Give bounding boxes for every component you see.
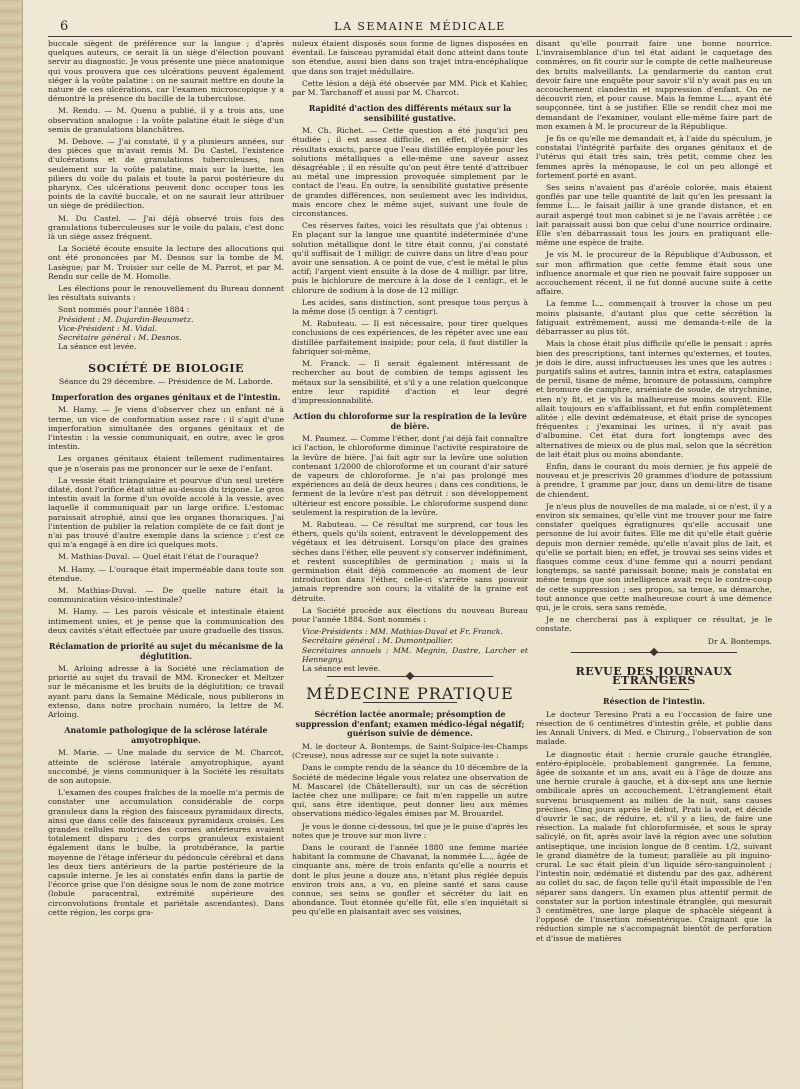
paragraph: La Société procède aux élections du nouveau Bureau pour l'année 1884. Sont nommés : (292, 605, 528, 624)
paragraph: M. Rabuteau. — Il est nécessaire, pour tirer quelques conclusions de ces expériences, de les répéter avec une eau distillée parfaitement insipide; pour cela, il faut distiller la fabriquer soi-même. (292, 319, 528, 356)
section-divider (619, 689, 690, 690)
divider-ornament (650, 648, 658, 656)
subsection-title: Imperforation des organes génitaux et de l'intestin. (51, 392, 281, 402)
paragraph: Cette lésion a déjà été observée par MM. Pick et Kahler, par M. Tarchanoff et aussi par M. Charcot. (292, 78, 528, 98)
subsection-title: Rapidité d'action des différents métaux sur la sensibilité gustative. (308, 104, 512, 123)
election-line: La séance est levée. (58, 342, 137, 352)
journal-title: LA SEMAINE MÉDICALE (334, 20, 506, 33)
election-line: Secrétaire général : M. Desnos. (58, 333, 182, 343)
paragraph: Le diagnostic était : hernie crurale gauche étranglée, entéro-épiplocèle, probablement gangrenée. La femme, âgée de soixante et un ans, avait eu à l'âge de douze ans une hernie crurale à gauche, et à dix-sept ans une hernie ombilicale après un accouchement. L'étranglement était survenu brusquement au milieu de la nuit, sans causes précises. Cinq jours après le début, Prati la voit, et décide d'ouvrir le sac, de réduire, et, s'il y a lieu, de faire une résection. La malade fut chloroformisée, et sous le spray salicylé, on fit, après avoir lavé la région avec une solution antiseptique, une incision longue de 8 centim. 1/2, suivant le grand diamètre de la tumeur, parallèle au pli inguino-crural. Le sac était plein d'un liquide séro-sanguinolent ; l'intestin noir, œdématié et distendu par des gaz, adhérent au collet du sac, de façon telle qu'il était impossible de l'en séparer sans dangers. Un examen plus attentif permit de constater sur la portion intestinale étranglée, qui mesurait 3 centimètres, une large plaque de sphacèle siégeant à l'opposé de l'insertion mésentérique. Craignant que la réduction simple ne s'accompagnât bientôt de perforation et d'issue de matières (536, 749, 772, 943)
paragraph: Ses seins n'avaient pas d'aréole colorée, mais étaient gonflés par une telle quantité de lait qu'en les pressant la femme L... le faisait jaillir à une grande distance, et en aurait aspergé tout mon cabinet si je ne l'avais arrêtée ; ce lait paraissait aussi bon que celui d'une nourrice ordinaire. Elle s'en débarrassait tous les jours en pratiquant elle-même une espèce de traite. (536, 183, 772, 248)
paragraph: La vessie était triangulaire et pourvue d'un seul uretère dilaté, dont l'orifice était situé au-dessus du trigone. Le gros intestin avait la forme d'un ovoïde accolé à la vessie, avec laquelle il communiquait par un large orifice. L'estomac paraissait atrophié, ainsi que les organes thoraciques. J'ai l'intention de publier la relation complète de ce fait dont je n'ai pas trouvé d'autre exemple dans la science ; c'est ce qui m'a engagé à en dire ici quelques mots. (48, 475, 284, 550)
election-results (58, 305, 284, 351)
paragraph: Je fis ce qu'elle me demandait et, à l'aide du spéculum, je constatai l'intégrité parfaite des organes génitaux et de l'utérus qui était très sain, très petit, comme chez les femmes après la ménopause, le col un peu allongé et fortement porté en avant. (536, 134, 772, 180)
election-line: Vice-Président : M. Vidal. (58, 323, 158, 333)
paragraph: La femme L... commençait à trouver la chose un peu moins plaisante, d'autant plus que cette sécrétion la fatiguait extrêmement, aussi me demanda-t-elle de la débarrasser au plus tôt. (536, 299, 772, 337)
divider-ornament (406, 672, 414, 680)
paragraph: Je ne chercherai pas à expliquer ce résultat, je le constate. (536, 615, 772, 634)
section-heading: MÉDECINE PRATIQUE (306, 684, 514, 704)
paragraph: Enfin, dans le courant du mois dernier, je fus appelé de nouveau et je prescrivis 20 grammes d'iodure de potassium à prendre, 1 gramme par jour, dans un demi-litre de tisane de chiendent. (536, 461, 772, 499)
election-line: Secrétaire général : M. Dumontpallier. (302, 636, 453, 646)
paragraph: Je n'eus plus de nouvelles de ma malade, si ce n'est, il y a environ six semaines, qu'elle vint me trouver pour me faire constater quelques égratignures qu'elle accusait une personne de lui avoir faites. Elle me dit qu'elle était guérie depuis mon dernier remède, qu'elle n'avait plus de lait, et qu'elle se portait bien; en effet, je trouvai ses seins vides et flasques comme ceux d'une femme qui a nourri pendant longtemps, sa santé paraissait bonne; mais je constatai en même temps que son intelligence avait reçu le contre-coup de cette suppression ; ses propos, sa tenue, sa démarche, tout annonce que cette malheureuse court à une démence qui, je le crois, sera sans remède. (536, 501, 772, 612)
page-header (48, 0, 792, 37)
election-line: Secrétaires annuels : MM. Megnin, Dastre, Larcher et Hennegny. (302, 645, 528, 664)
paragraph: Dans le courant de l'année 1880 une femme mariée habitant la commune de Chavanat, la nommée L..., âgée de cinquante ans, mère de trois enfants qu'elle a nourris et dont le plus jeune a douze ans, n'étant plus réglée depuis environ trois ans, a vu, en pleine santé et sans cause connue, ses seins se gonfler et sécréter du lait en abondance. Tout étonnée qu'elle fût, elle s'en inquiétait si peu qu'elle en plaisantait avec ses voisines, (292, 842, 528, 917)
section-divider (327, 676, 492, 679)
paragraph: M. Mathias-Duval. — Quel était l'état de l'ouraque? (58, 552, 259, 562)
paragraph: M. Arloing adresse à la Société une réclamation de priorité au sujet du travail de MM. Kronecker et Meltzer sur le mécanisme et les bruits de la déglutition; ce travail ayant paru dans la Semaine Médicale, nous publierons in extenso, dans notre prochain numéro, la lettre de M. Arloing. (48, 664, 284, 720)
subsection-title: Sécrétion lactée anormale; présomption de suppression d'enfant; examen médico-légal négatif; guérison suivie de démence. (295, 710, 525, 739)
election-line: Sont nommés pour l'année 1884 : (58, 305, 190, 315)
paragraph: Je vous le donne ci-dessous, tel que je le puise d'après les notes que je trouve sur mon livre : (292, 821, 528, 840)
author-signature: Dr A. Bontemps. (707, 636, 772, 646)
paragraph: Les élections pour le renouvellement du Bureau donnent les résultats suivants : (48, 284, 284, 303)
paragraph: Les acides, sans distinction, sont presque tous perçus à la même dose (5 centigr. à 7 centigr). (292, 297, 528, 317)
election-line: Vice-Présidents : MM. Mathias-Duval et Fr. Franck. (302, 627, 503, 637)
paragraph: M. Ch. Richet. — Cette question a été jusqu'ici peu étudiée ; il est assez difficile, en effet, d'obtenir des résultats exacts, parce que l'eau distillée employée pour les solutions métalliques a elle-même une saveur assez désagréable ; il en résulte qu'on peut être tenté d'attribuer au métal une impression provoquée simplement par le contact de l'eau. En outre, la sensibilité gustative présente de grandes différences, non seulement avec les individus, mais encore chez le même sujet, suivant une foule de circonstances. (292, 126, 528, 219)
paragraph: M. Franck. — Il serait également intéressant de rechercher au bout de combien de temps agissent les métaux sur la sensibilité, et s'il y a une relation quelconque entre leur rapidité d'action et leur degré d'impressionnabilité. (292, 359, 528, 405)
section-heading: SOCIÉTÉ DE BIOLOGIE (88, 361, 244, 375)
paragraph: disant qu'elle pourrait faire une bonne nourrice. L'invraisemblance d'un tel état aidant le caquetage des commères, on fit courir sur le compte de cette malheureuse des bruits malveillants. La gendarmerie du canton crut devoir faire une enquête pour savoir s'il n'y avait pas eu un accouchement clandestin et suppression d'enfant. On ne découvrit rien, et pour cause. Mais la femme L..., ayant été soupçonnée, tint à se justifier. Elle se rendit chez moi me demandant de l'examiner, voulant elle-même faire part de mon examen à M. le procureur de la République. (536, 39, 772, 131)
paragraph: nuleux étaient disposés sous forme de lignes disposées en éventail. Le faisceau pyramidal était donc atteint dans toute son étendue, aussi bien dans son trajet intra-encéphalique que dans son trajet médullaire. (292, 39, 528, 76)
section-divider (571, 652, 736, 655)
page-binding-edge (0, 0, 23, 1089)
section-heading: REVUE DES JOURNAUX ÉTRANGERS (575, 664, 733, 687)
paragraph: M. Du Castel. — J'ai déjà observé trois fois des granulations tuberculeuses sur le voile du palais, c'est donc là un siège assez fréquent. (48, 213, 284, 242)
election-results (302, 627, 528, 673)
paragraph: M. Hamy. — Je viens d'observer chez un enfant né à terme, un vice de conformation assez rare : il s'agit d'une imperforation simultanée des organes génitaux et de l'intestin : la vessie communiquait, en outre, avec le gros intestin. (48, 405, 284, 452)
subsection-title: Anatomie pathologique de la sclérose latérale amyotrophique. (64, 726, 268, 745)
paragraph: Le docteur Teresino Prati a eu l'occasion de faire une résection de 6 centimètres d'intestin grêle, et publie dans les Annali Univers. di Med. e Chirurg., l'observation de son malade. (536, 709, 772, 747)
paragraph: M. Mathias-Duval. — De quelle nature était la communication vésico-intestinale? (48, 586, 284, 605)
subsection-title: Action du chloroforme sur la respiration de la levûre de bière. (293, 412, 527, 431)
paragraph: Mais la chose était plus difficile qu'elle le pensait : après bien des prescriptions, tant internes qu'externes, et toutes, je dois le dire, aussi infructueuses les unes que les autres : purgatifs salins et autres, tannin intra et extra, cataplasmes de persil, tisane de même, bromure de potassium, camphre et bromure de camphre, arséniate de soude, de strychnine, rien n'y fit, et je vis la malheureuse moins souvent. Elle allait toujours en s'affaiblissant, et fut enfin complètement alitée ; elle devint œdémateuse, et était prise de syncopes fréquentes ; j'examinai les urines, il n'y avait pas d'albumine. Cet état dura fort longtemps avec des alternatives de mieux ou de plus mal, selon que la sécrétion de lait était plus ou moins abondante. (536, 339, 772, 459)
paragraph: M. Debove. — J'ai constaté, il y a plusieurs années, sur des pièces que m'avait remis M. Du Castel, l'existence d'ulcérations et de granulations tuberculeuses, non seulement sur la voûte palatine, mais sur la luette, les piliers du voile du palais et toute la paroi postérieure du pharynx. Ces ulcérations peuvent donc occuper tous les points de la cavité buccale, et on ne saurait leur attribuer un siège de prédilection. (48, 137, 284, 211)
column-1 (48, 39, 284, 946)
page-number: 6 (60, 19, 69, 34)
paragraph: Dans le compte rendu de la séance du 10 décembre de la Société de médecine légale vous relatez une observation de M. Mascarel (de Châtellerault), sur un cas de sécrétion lactée chez une nullipare; ce fait m'en rappelle un autre qui, sans être identique, peut donner lieu aux mêmes observations médico-légales émises par M. Brouardel. (292, 763, 528, 819)
paragraph: La Société écoute ensuite la lecture des allocutions qui ont été prononcées par M. Desnos sur la tombe de M. Lasègue; par M. Troisier sur celle de M. Parrot, et par M. Rendu sur celle de M. Homolle. (48, 244, 284, 281)
column-2 (292, 39, 528, 946)
paragraph: M. Hamy. — Les parois vésicale et intestinale étaient intimement unies, et je pense que la communication des deux cavités s'était effectuée par usure graduelle des tissus. (48, 607, 284, 635)
paragraph: M. Rabuteau. — Ce résultat me surprend, car tous les éthers, quels qu'ils soient, entravent le développement des végétaux et les détruisent. Lorsqu'on place des graines sèches dans l'éther, elle peuvent s'y conserver indéfiniment, et restent susceptibles de germination ; mais si la germination était déjà commencée au moment de leur introduction dans l'éther, celle-ci s'arrête sans pouvoir jamais reprendre son cours; la vitalité de la graine est détruite. (292, 519, 528, 603)
paragraph: Les organes génitaux étaient tellement rudimentaires que je n'oserais pas me prononcer sur le sexe de l'enfant. (48, 454, 284, 473)
session-date: Séance du 29 décembre. — Présidence de M. Laborde. (59, 376, 273, 386)
paragraph: M. Marie. — Une malade du service de M. Charcot, atteinte de sclérose latérale amyotrophique, ayant succombé, je viens communiquer à la Société les résultats de son autopsie. (48, 748, 284, 785)
paragraph: M. Rendu. — M. Quenu a publié, il y a trois ans, une observation analogue : la voûte palatine était le siège d'un semis de granulations blanchâtres. (48, 106, 284, 134)
election-line: Président : M. Dujardin-Beaumetz. (58, 314, 194, 324)
paragraph: M. Hamy. — L'ouraque était imperméable dans toute son étendue. (48, 564, 284, 583)
paragraph: M. Paumez. — Comme l'éther, dont j'ai déjà fait connaître ici l'action, le chloroforme diminue l'activité respiratoire de la levûre de bière. J'ai fait agir sur la levûre une solution contenant 1/2000 de chloroforme et un courant d'air saturé de vapeurs de chloroforme. Je n'ai pas prolongé mes expériences au delà de deux heures ; dans ces conditions, le ferment de la levûre n'est pas détruit : son développement ultérieur est encore possible. Le chloroforme suspend donc seulement la respiration de la levûre. (292, 434, 528, 517)
subsection-title: Réclamation de priorité au sujet du mécanisme de la déglutition. (48, 642, 284, 661)
paragraph: L'examen des coupes fraîches de la moelle m'a permis de constater une accumulation considérable de corps granuleux dans la région des faisceaux pyramidaux directs, ainsi que dans celle des faisceaux pyramidaux croisés. Les grandes cellules motrices des cornes antérieures avaient totalement disparu ; des corps granuleux existaient également dans le bulbe, la protubérance, la partie moyenne de l'étage inférieur du pédoncule cérébral et dans les deux tiers antérieurs de la partie postérieure de la capsule interne. Je les ai constatés enfin dans la partie de l'écorce grise que l'on désigne sous le nom de zone motrice (lobule paracentral, extrémité supérieure des circonvolutions frontale et pariétale ascendantes). Dans cette région, les corps gra- (48, 788, 284, 917)
paragraph: buccale siègent de préférence sur la langue ; d'après quelques auteurs, ce serait là un siège d'élection pouvant servir au diagnostic. Je vous présente une pièce anatomique qui vous prouvera que ces ulcérations peuvent également siéger à la voûte palatine : on ne saurait mettre en doute la nature de ces ulcérations, car l'examen microscopique y a démontré la présence du bacille de la tuberculose. (48, 39, 284, 104)
paragraph: Je vis M. le procureur de la République d'Aubusson, et sur mon affirmation que cette femme était sous une influence anormale et que rien ne pouvait faire supposer un accouchement récent, il ne fut donné aucune suite à cette affaire. (536, 250, 772, 297)
subsection-title: Résection de l'intestin. (603, 697, 705, 707)
columns (48, 37, 792, 946)
column-3 (536, 39, 772, 946)
paragraph: Ces réserves faites, voici les résultats que j'ai obtenus : En plaçant sur la langue une quantité indéterminée d'une solution métallique dont le titre était connu, j'ai constaté qu'il suffisait de 1 milligr. de cuivre dans un litre d'eau pour avoir une sensation. A ce point de vue, c'est le métal le plus actif; l'argent vient ensuite à la dose de 4 milligr. par litre, puis le bichlorure de mercure à la dose de 1 centigr., et le chlorure de sodium à la dose de 12 milligr. (292, 221, 528, 295)
paragraph: M. le docteur A. Bontemps, de Saint-Sulpice-les-Champs (Creuse), nous adresse sur ce sujet la note suivante : (292, 741, 528, 761)
section-divider (363, 702, 457, 703)
election-line: La séance est levée. (302, 663, 381, 673)
